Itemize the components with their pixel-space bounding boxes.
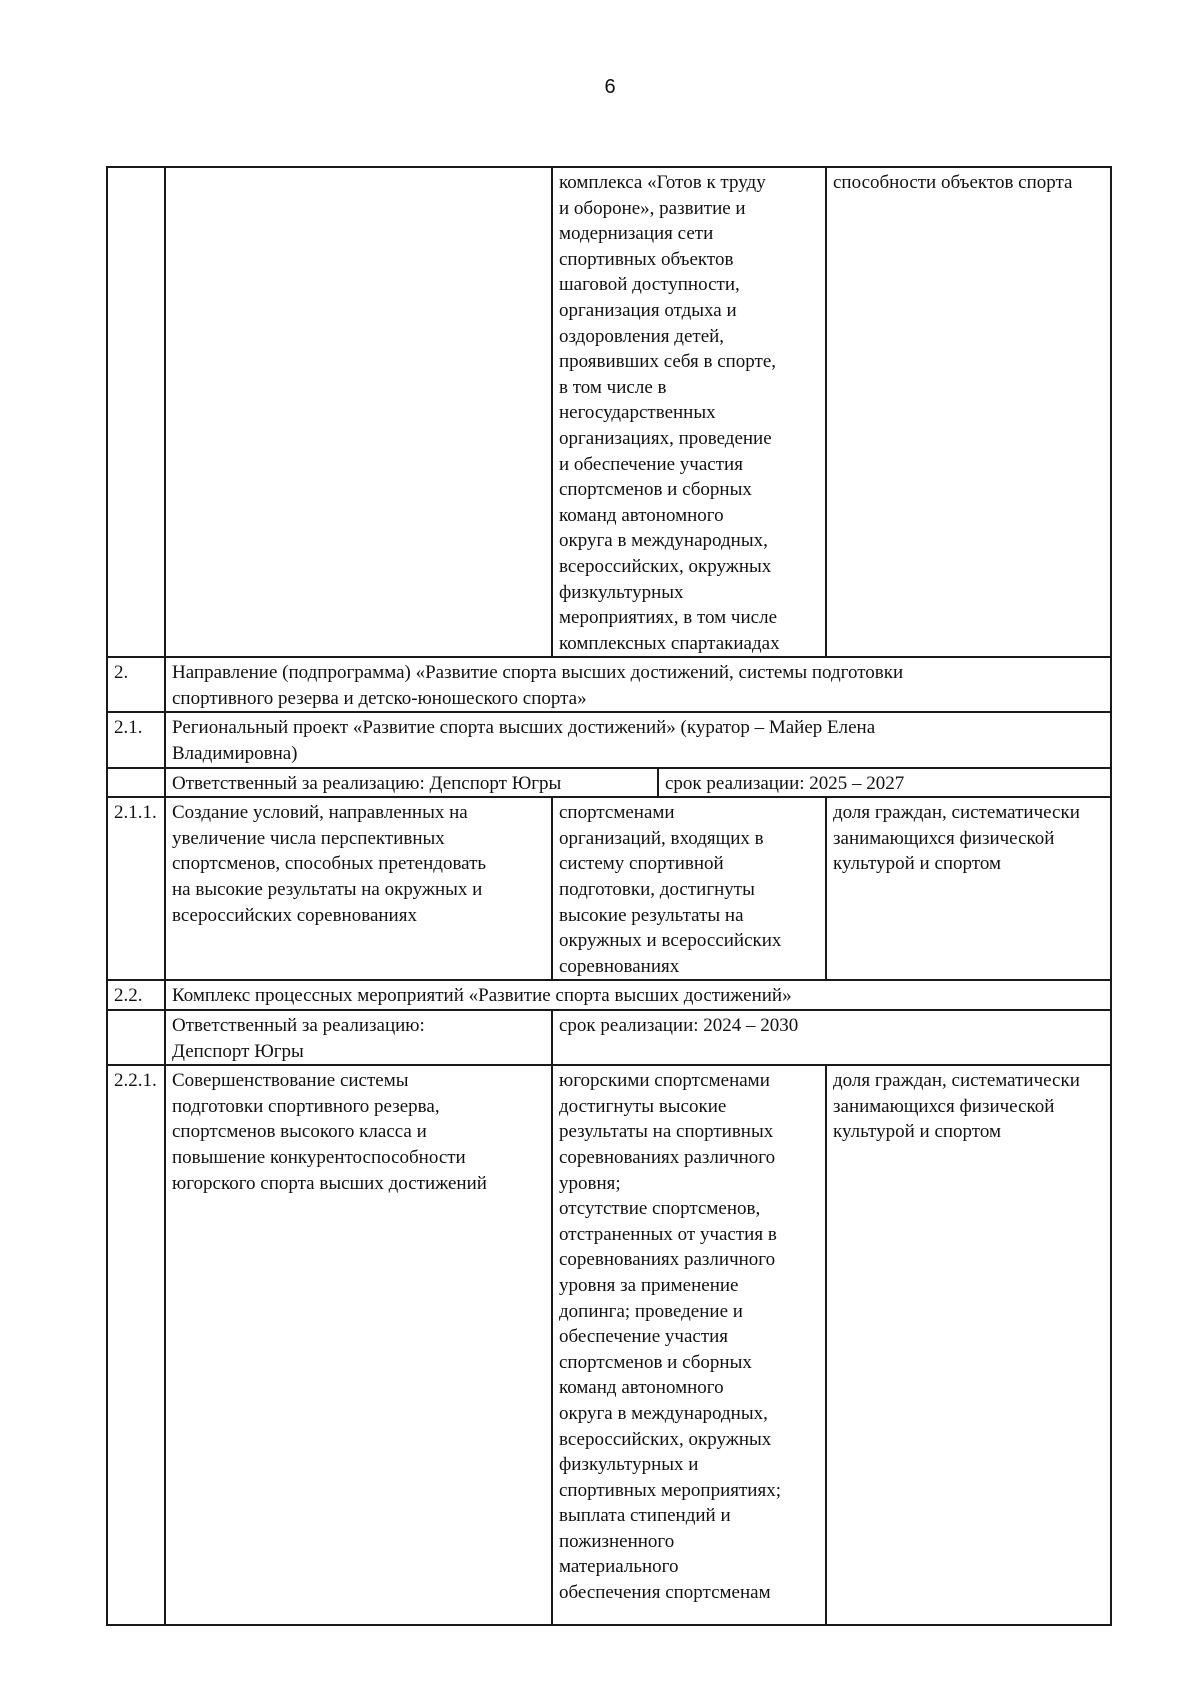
cell-results: спортсменами организаций, входящих в систему спортивной подготовки, достигнуты высокие результаты на окружных и всероссийских соревнованиях xyxy=(552,797,826,980)
cell-number xyxy=(107,768,165,798)
period-text: срок реализации: 2025 – 2027 xyxy=(657,769,1110,797)
responsible-text: Ответственный за реализацию: Депспорт Югры xyxy=(172,772,562,794)
cell-complex-title: Комплекс процессных мероприятий «Развитие спорта высших достижений» xyxy=(165,980,1111,1010)
period-text: срок реализации: 2024 – 2030 xyxy=(552,1010,1111,1065)
cell-indicator: доля граждан, систематически занимающихся физической культурой и спортом xyxy=(826,1065,1111,1625)
cell-project-title: Региональный проект «Развитие спорта высших достижений» (куратор – Майер Елена Владимировна) xyxy=(165,712,1111,767)
responsible-text: Ответственный за реализацию: Депспорт Югры xyxy=(165,1010,552,1065)
cell-indicator: доля граждан, систематически занимающихся физической культурой и спортом xyxy=(826,797,1111,980)
table-row-2-2 xyxy=(107,980,1111,1010)
cell-direction-title: Направление (подпрограмма) «Развитие спорта высших достижений, системы подготовки спортивного резерва и детско-юношеского спорта» xyxy=(165,657,1111,712)
table-row-2-2-1 xyxy=(107,1065,1111,1625)
table-row-2-1-1 xyxy=(107,797,1111,980)
cell-results: югорскими спортсменами достигнуты высокие результаты на спортивных соревнованиях различного уровня; отсутствие спортсменов, отстраненных от участия в соревнованиях различного уровня за применение допинга; проведение и обеспечение участия спортсменов и сборных команд автономного округа в международных, всероссийских, окружных физкультурных и спортивных мероприятиях; выплата стипендий и пожизненного материального обеспечения спортсменам xyxy=(552,1065,826,1625)
program-table xyxy=(106,166,1112,1626)
cell-task: Создание условий, направленных на увеличение числа перспективных спортсменов, способных претендовать на высокие результаты на окружных и всероссийских соревнованиях xyxy=(165,797,552,980)
cell-results: комплекса «Готов к труду и обороне», развитие и модернизация сети спортивных объектов шаговой доступности, организация отдыха и оздоровления детей, проявивших себя в спорте, в том числе в негосударственных организациях, проведение и обеспечение участия спортсменов и сборных команд автономного округа в международных, всероссийских, окружных физкультурных мероприятиях, в том числе комплексных спартакиадах xyxy=(552,167,826,657)
cell-number xyxy=(107,167,165,657)
cell-number: 2.2. xyxy=(107,980,165,1010)
cell-number xyxy=(107,1010,165,1065)
cell-number: 2. xyxy=(107,657,165,712)
table-row-2-1-responsible xyxy=(107,768,1111,798)
table-row-2 xyxy=(107,657,1111,712)
cell-indicator: способности объектов спорта xyxy=(826,167,1111,657)
cell-number: 2.1. xyxy=(107,712,165,767)
page-number: 6 xyxy=(604,76,616,98)
table-row-2-1 xyxy=(107,712,1111,767)
cell-number: 2.1.1. xyxy=(107,797,165,980)
cell-number: 2.2.1. xyxy=(107,1065,165,1625)
cell-task: Совершенствование системы подготовки спортивного резерва, спортсменов высокого класса и повышение конкурентоспособности югорского спорта высших достижений xyxy=(165,1065,552,1625)
table-row-continuation xyxy=(107,167,1111,657)
cell-task xyxy=(165,167,552,657)
table-row-2-2-responsible xyxy=(107,1010,1111,1065)
